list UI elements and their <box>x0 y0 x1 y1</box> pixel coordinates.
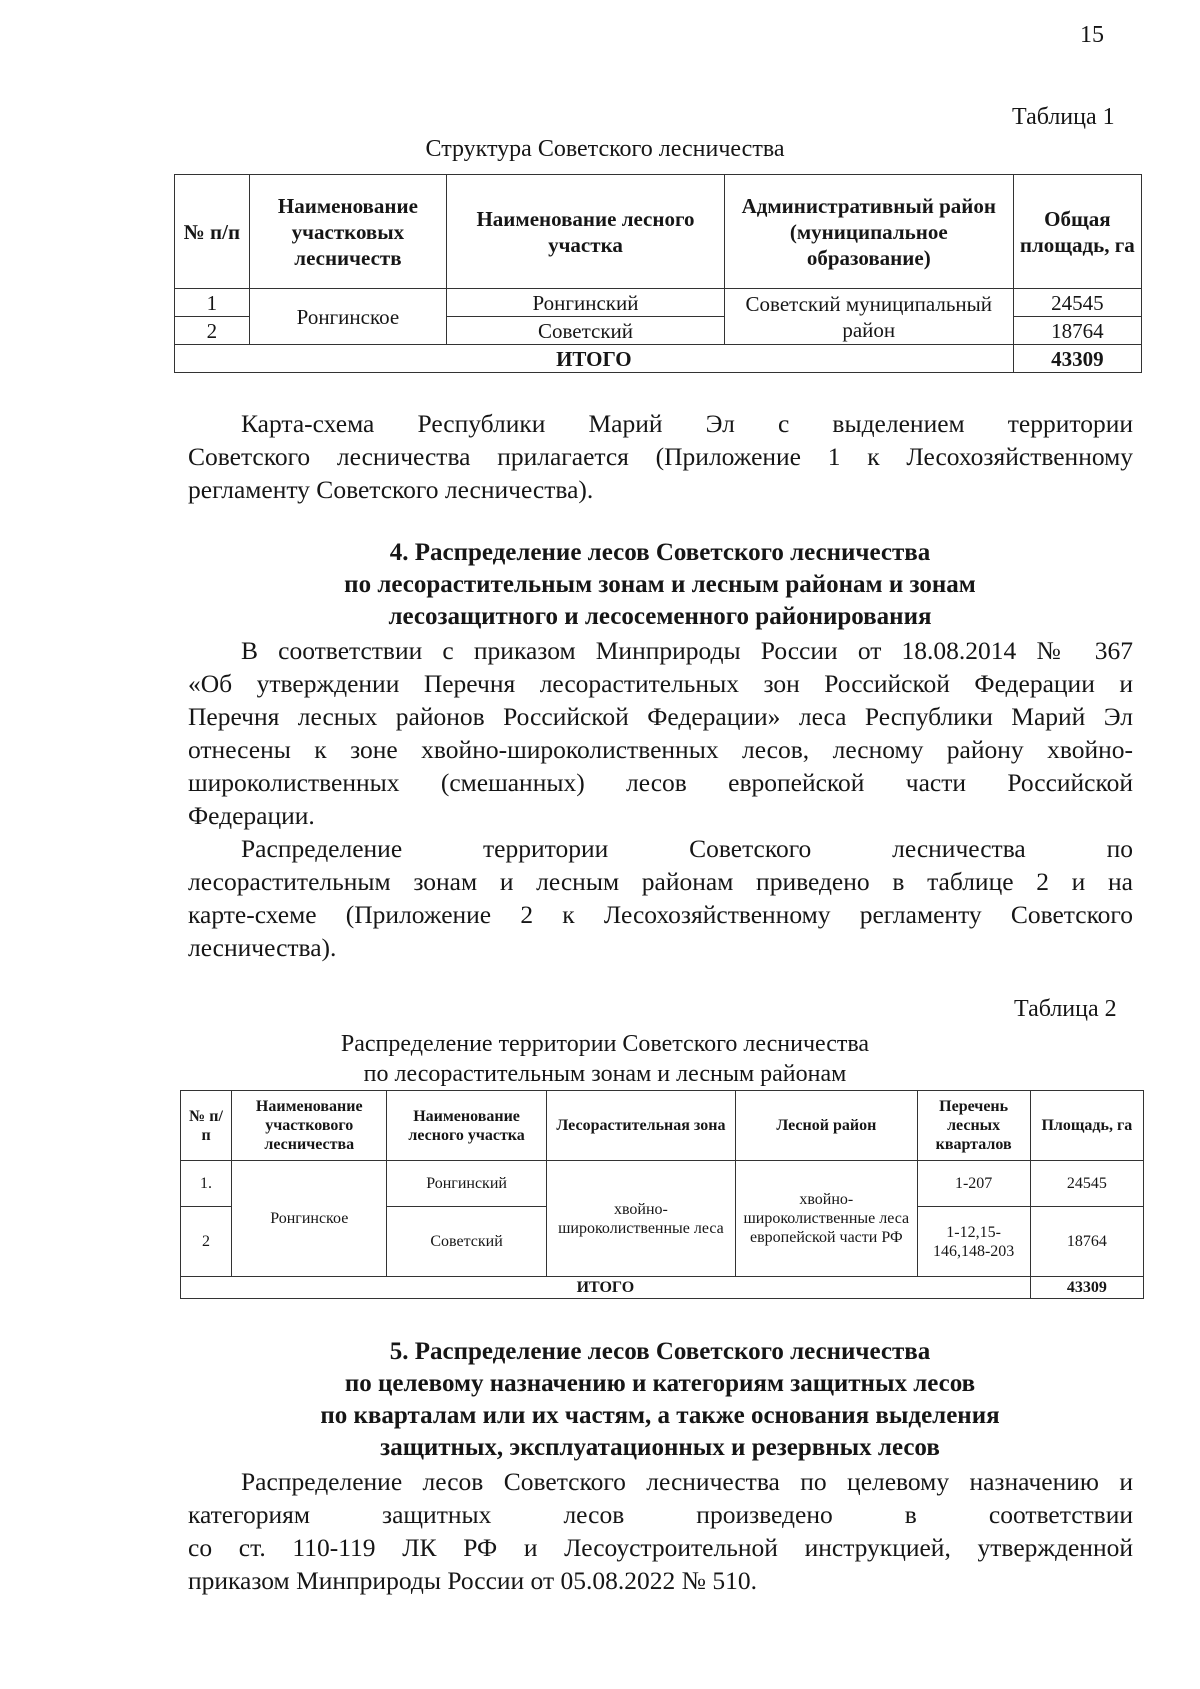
t2-row2-quarters: 1-12,15-146,148-203 <box>917 1207 1030 1277</box>
text-line: широколиственных (смешанных) лесов европейской части Российской <box>188 768 1133 797</box>
t2-header-forest-area: Наименование лесного участка <box>387 1091 546 1161</box>
section4-paragraph-b <box>188 832 1133 964</box>
t1-row1-num: 1 <box>175 289 250 317</box>
t1-header-admin-district: Административный район (муниципальное образование) <box>724 175 1013 289</box>
text-line: категориям защитных лесов произведено в соответствии <box>188 1500 1133 1529</box>
t2-row1-quarters: 1-207 <box>917 1161 1030 1207</box>
table2-caption: Таблица 2 <box>1014 996 1117 1022</box>
t2-header-quarters: Перечень лесных кварталов <box>917 1091 1030 1161</box>
table1 <box>174 174 1142 373</box>
table-total-row <box>181 1277 1144 1299</box>
t2-total-label: ИТОГО <box>181 1277 1031 1299</box>
table2 <box>180 1090 1144 1299</box>
text-line: регламенту Советского лесничества). <box>188 475 594 504</box>
t1-admin-district: Советский муниципальный район <box>724 289 1013 345</box>
t2-header-district-forestry: Наименование участкового лесничества <box>232 1091 387 1161</box>
t2-row2-num: 2 <box>181 1207 232 1277</box>
t2-region: хвойно-широколиственные леса европейской части РФ <box>736 1161 917 1277</box>
t2-total-value: 43309 <box>1030 1277 1143 1299</box>
section5-heading <box>160 1336 1160 1464</box>
table1-title: Структура Советского лесничества <box>425 136 785 162</box>
section4-heading <box>160 537 1160 633</box>
t1-row1-area: 24545 <box>1013 289 1141 317</box>
table-row <box>181 1161 1144 1207</box>
t1-row1-forest-area: Ронгинский <box>447 289 725 317</box>
text-line: Федерации. <box>188 801 315 830</box>
t2-header-area: Площадь, га <box>1030 1091 1143 1161</box>
t2-row2-forest-area: Советский <box>387 1207 546 1277</box>
text-line: карте-схеме (Приложение 2 к Лесохозяйственному регламенту Советского <box>188 900 1133 929</box>
t2-row1-num: 1. <box>181 1161 232 1207</box>
t1-district-forestry: Ронгинское <box>249 289 446 345</box>
table-total-row <box>175 345 1142 373</box>
page-number: 15 <box>1080 22 1104 48</box>
t1-header-total-area: Общая площадь, га <box>1013 175 1141 289</box>
text-line: лесорастительным зонам и лесным районам приведено в таблице 2 и на <box>188 867 1133 896</box>
t2-zone: хвойно-широколиственные леса <box>546 1161 735 1277</box>
heading-line: по лесорастительным зонам и лесным районам и зонам <box>344 571 976 598</box>
paragraph-map-scheme <box>188 407 1133 506</box>
text-line: со ст. 110-119 ЛК РФ и Лесоустроительной инструкцией, утвержденной <box>188 1533 1133 1562</box>
heading-line: 5. Распределение лесов Советского лесничества <box>389 1338 931 1365</box>
text-line: Распределение лесов Советского лесничества по целевому назначению и <box>241 1467 1133 1496</box>
table2-title <box>0 1029 1200 1089</box>
t1-total-value: 43309 <box>1013 345 1141 373</box>
section5-paragraph <box>188 1465 1133 1597</box>
t2-row1-area: 24545 <box>1030 1161 1143 1207</box>
t2-district-forestry: Ронгинское <box>232 1161 387 1277</box>
t1-header-forest-area: Наименование лесного участка <box>447 175 725 289</box>
text-line: Советского лесничества прилагается (Приложение 1 к Лесохозяйственному <box>188 442 1133 471</box>
heading-line: по целевому назначению и категориям защитных лесов <box>344 1370 976 1397</box>
t2-header-zone: Лесорастительная зона <box>546 1091 735 1161</box>
t1-header-district-forestry: Наименование участковых лесничеств <box>249 175 446 289</box>
text-line: лесничества). <box>188 933 337 962</box>
table-row <box>175 289 1142 317</box>
text-line: В соответствии с приказом Минприроды России от 18.08.2014 № 367 <box>241 636 1133 665</box>
text-line: «Об утверждении Перечня лесорастительных зон Российской Федерации и <box>188 669 1133 698</box>
t2-row1-forest-area: Ронгинский <box>387 1161 546 1207</box>
table2-title-line: Распределение территории Советского лесничества <box>340 1031 870 1057</box>
table1-caption: Таблица 1 <box>1012 104 1115 130</box>
text-line: Карта-схема Республики Марий Эл с выделением территории <box>241 409 1133 438</box>
heading-line: защитных, эксплуатационных и резервных лесов <box>380 1434 940 1461</box>
t1-row2-area: 18764 <box>1013 317 1141 345</box>
heading-line: 4. Распределение лесов Советского лесничества <box>389 539 931 566</box>
text-line: Перечня лесных районов Российской Федерации» леса Республики Марий Эл <box>188 702 1133 731</box>
table2-title-line: по лесорастительным зонам и лесным районам <box>363 1061 847 1087</box>
heading-line: по кварталам или их частям, а также основания выделения <box>320 1402 1000 1429</box>
heading-line: лесозащитного и лесосеменного районирования <box>388 603 932 630</box>
section4-paragraph-a <box>188 634 1133 832</box>
text-line: Распределение территории Советского лесничества по <box>241 834 1133 863</box>
t1-row2-num: 2 <box>175 317 250 345</box>
text-line: приказом Минприроды России от 05.08.2022 № 510. <box>188 1566 757 1595</box>
t1-total-label: ИТОГО <box>175 345 1014 373</box>
t2-header-region: Лесной район <box>736 1091 917 1161</box>
t1-header-num: № п/п <box>175 175 250 289</box>
text-line: отнесены к зоне хвойно-широколиственных лесов, лесному району хвойно- <box>188 735 1133 764</box>
t2-header-num: № п/п <box>181 1091 232 1161</box>
t2-row2-area: 18764 <box>1030 1207 1143 1277</box>
t1-row2-forest-area: Советский <box>447 317 725 345</box>
